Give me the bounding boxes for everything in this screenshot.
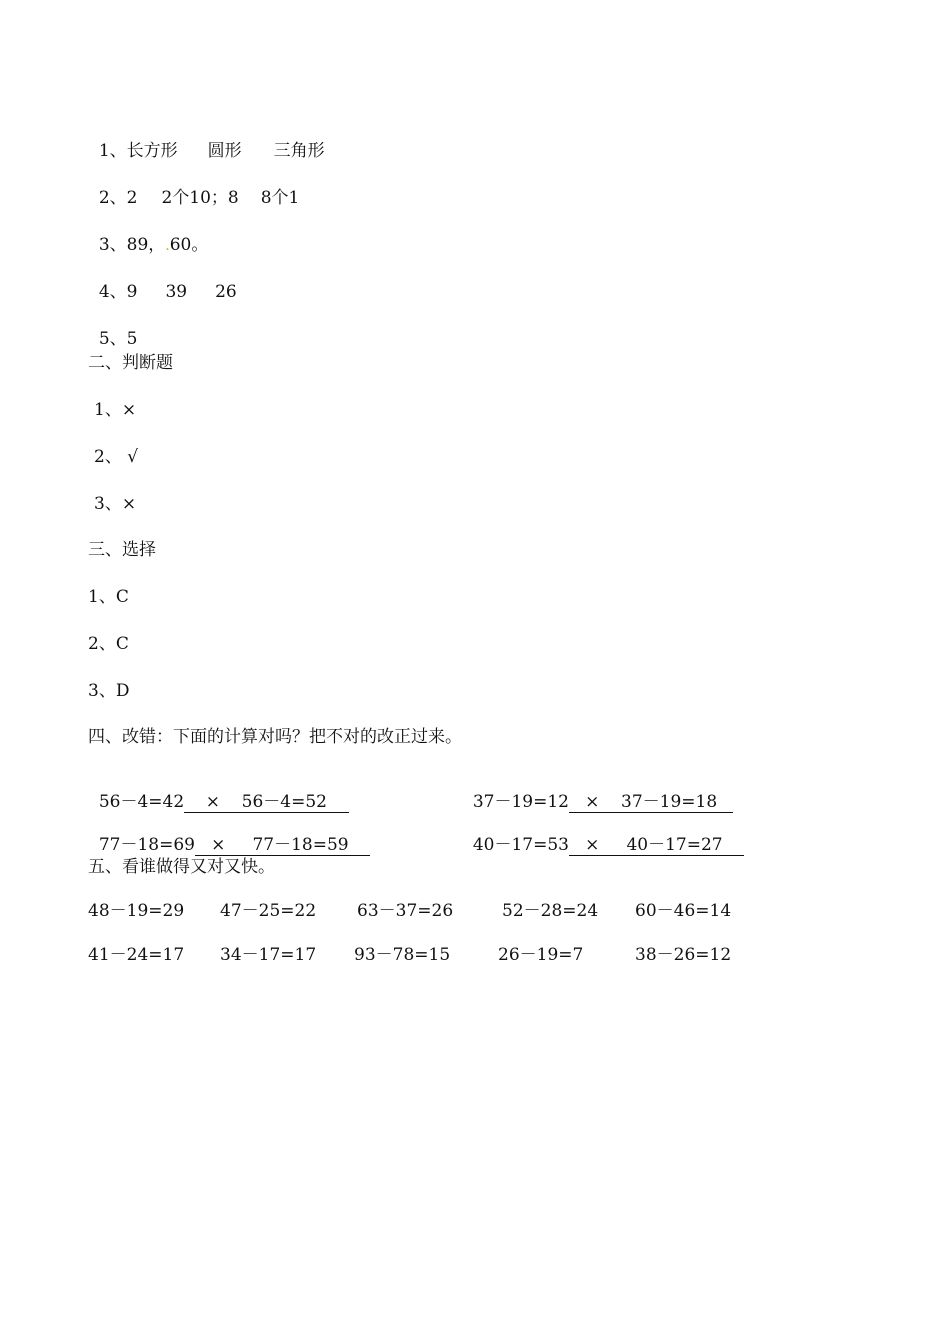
answer-b: 2个10；8 xyxy=(161,188,239,208)
corrected-answer: 40－17=27 xyxy=(626,835,723,855)
quick-eq-2-2: 34－17=17 xyxy=(220,945,317,965)
corrected-answer: 37－19=18 xyxy=(621,792,718,812)
item-number: 2、 xyxy=(98,188,127,208)
question: 40－17=53 xyxy=(472,835,569,855)
choice-answer-1: 1、C xyxy=(88,587,129,607)
answer-c: 26 xyxy=(215,282,237,302)
answer-a: 2 xyxy=(126,188,138,208)
answer-c: 8个1 xyxy=(260,188,300,208)
fill-answer-2 xyxy=(88,165,299,209)
quick-eq-1-4: 52－28=24 xyxy=(502,901,599,921)
judge-answer-3: 3、× xyxy=(94,494,137,514)
choice-answer-2: 2、C xyxy=(88,634,129,654)
answer-blank xyxy=(184,792,348,813)
question: 56－4=42 xyxy=(98,792,185,812)
quick-eq-1-1: 48－19=29 xyxy=(88,901,185,921)
quick-eq-2-5: 38－26=12 xyxy=(635,945,732,965)
correct-row-2-left xyxy=(88,812,370,856)
corrected-answer: 77－18=59 xyxy=(252,835,349,855)
answer-b: 39 xyxy=(165,282,188,302)
judge-answer-1: 1、× xyxy=(94,400,137,420)
answer-b: 60。 xyxy=(169,235,209,255)
quick-eq-1-3: 63－37=26 xyxy=(357,901,454,921)
answer-a: 9 xyxy=(126,282,138,302)
item-number: 4、 xyxy=(98,282,127,302)
section-title-correct: 四、改错：下面的计算对吗？把不对的改正过来。 xyxy=(88,727,462,747)
section-title-choice: 三、选择 xyxy=(88,540,156,560)
fill-answer-3 xyxy=(88,212,208,257)
fill-answer-4 xyxy=(88,259,237,303)
correct-row-1-left xyxy=(88,769,349,813)
wrong-mark: × xyxy=(585,792,600,812)
fill-answer-5 xyxy=(88,306,137,350)
answer-blank xyxy=(195,835,370,856)
quick-eq-1-5: 60－46=14 xyxy=(635,901,732,921)
item-number: 3、 xyxy=(98,235,127,255)
quick-eq-2-1: 41－24=17 xyxy=(88,945,185,965)
correct-row-1-right xyxy=(462,769,733,813)
stray-dot: . xyxy=(165,238,170,254)
answer-a: 5 xyxy=(126,329,138,349)
wrong-mark: × xyxy=(205,792,221,812)
corrected-answer: 56－4=52 xyxy=(241,792,327,812)
item-number: 1、 xyxy=(98,141,127,161)
section-title-quick: 五、看谁做得又对又快。 xyxy=(88,857,275,877)
quick-eq-1-2: 47－25=22 xyxy=(220,901,317,921)
answer-a: 89， xyxy=(126,235,166,255)
item-number: 5、 xyxy=(98,329,127,349)
answer-b: 圆形 xyxy=(207,141,242,161)
answer-c: 三角形 xyxy=(273,141,325,161)
answer-blank xyxy=(569,792,733,813)
judge-answer-2: 2、 √ xyxy=(94,447,139,467)
section-title-judge: 二、判断题 xyxy=(88,353,173,373)
answer-a: 长方形 xyxy=(126,141,178,161)
answer-blank xyxy=(569,835,744,856)
wrong-mark: × xyxy=(211,835,226,855)
choice-answer-3: 3、D xyxy=(88,681,130,701)
wrong-mark: × xyxy=(585,835,600,855)
quick-eq-2-3: 93－78=15 xyxy=(354,945,451,965)
correct-row-2-right xyxy=(462,812,744,856)
quick-eq-2-4: 26－19=7 xyxy=(498,945,584,965)
fill-answer-1 xyxy=(88,118,325,162)
question: 37－19=12 xyxy=(472,792,569,812)
question: 77－18=69 xyxy=(98,835,195,855)
